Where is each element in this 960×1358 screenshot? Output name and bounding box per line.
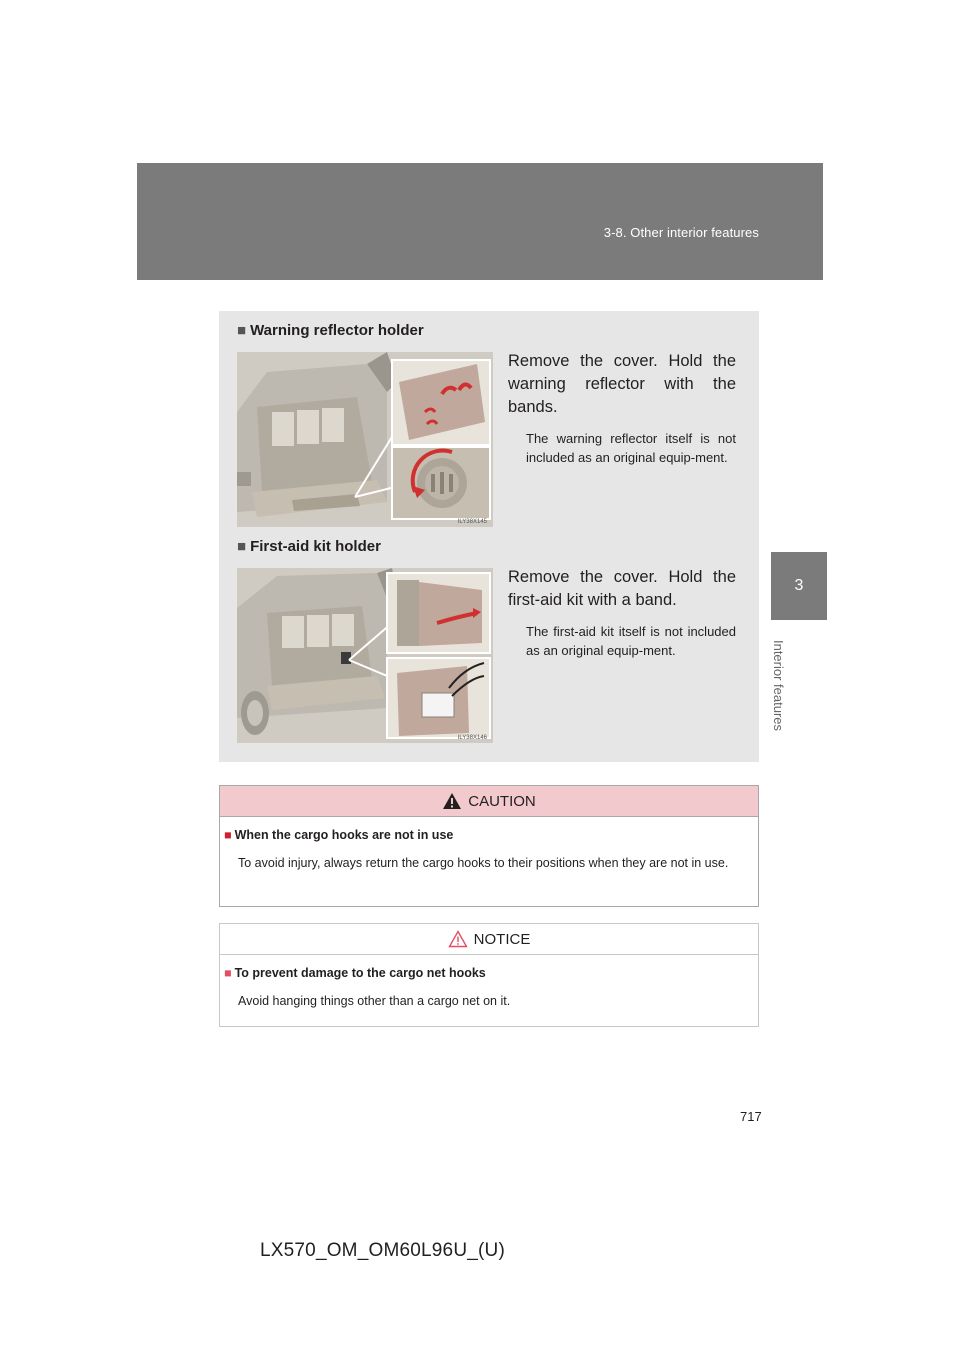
chapter-header [137, 163, 823, 280]
notice-title: NOTICE [473, 930, 531, 948]
section-title: 3-8. Other interior features [603, 225, 759, 240]
chapter-label: Interior features [771, 639, 787, 731]
warning-reflector-note: The warning reflector itself is not included as an original equip-ment. [526, 431, 736, 465]
first-aid-instruction: Remove the cover. Hold the first-aid kit with a band. [508, 568, 736, 609]
warning-triangle-outline-icon [448, 930, 468, 948]
bullet-square-icon: ■ [224, 828, 232, 842]
document-code: LX570_OM_OM60L96U_(U) [260, 1240, 505, 1261]
image-code: ILY38X146 [457, 735, 487, 741]
caution-body: To avoid injury, always return the cargo hooks to their positions when they are not in use. [238, 856, 729, 870]
caution-header [220, 786, 758, 817]
warning-reflector-heading: ■ Warning reflector holder [237, 322, 424, 339]
caution-box [219, 785, 759, 907]
warning-triangle-icon [442, 792, 462, 810]
bullet-square-icon: ■ [224, 966, 232, 980]
caution-title: CAUTION [468, 792, 536, 810]
chapter-label-container [770, 620, 788, 750]
first-aid-heading: ■ First-aid kit holder [237, 538, 381, 555]
warning-reflector-instruction: Remove the cover. Hold the warning reflector with the bands. [508, 352, 736, 416]
notice-subheading: ■ To prevent damage to the cargo net hooks [224, 966, 486, 980]
notice-body: Avoid hanging things other than a cargo net on it. [238, 994, 511, 1008]
chapter-tab [771, 552, 827, 620]
first-aid-note: The first-aid kit itself is not included as an original equip-ment. [526, 624, 736, 658]
notice-header [220, 924, 758, 955]
bullet-square-icon: ■ [237, 538, 247, 555]
warning-reflector-illustration [237, 352, 493, 527]
caution-subheading: ■ When the cargo hooks are not in use [224, 828, 454, 842]
first-aid-illustration [237, 568, 493, 743]
page-number: 717 [740, 1109, 762, 1124]
notice-box [219, 923, 759, 1027]
bullet-square-icon: ■ [237, 322, 247, 339]
chapter-number: 3 [794, 577, 804, 594]
image-code: ILY38X145 [457, 519, 487, 525]
